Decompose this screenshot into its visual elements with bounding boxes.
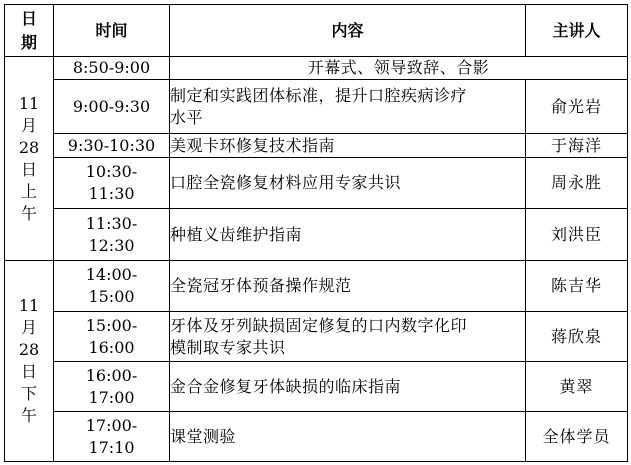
date-line: 日 bbox=[20, 159, 37, 179]
content-cell: 金合金修复牙体缺损的临床指南 bbox=[170, 362, 526, 412]
header-content: 内容 bbox=[170, 5, 526, 57]
header-row bbox=[5, 5, 628, 57]
content-cell: 口腔全瓷修复材料应用专家共识 bbox=[170, 158, 526, 209]
table-row bbox=[5, 158, 628, 209]
time-line: 12:30 bbox=[88, 235, 135, 255]
time-line: 17:10 bbox=[88, 437, 135, 457]
speaker-cell: 于海洋 bbox=[526, 134, 628, 158]
time-line: 11:30- bbox=[85, 213, 138, 233]
speaker-cell: 刘洪臣 bbox=[526, 209, 628, 261]
content-line: 模制取专家共识 bbox=[170, 337, 286, 357]
time-line: 16:00- bbox=[85, 365, 138, 385]
time-cell: 8:50-9:00 bbox=[54, 57, 170, 80]
content-cell bbox=[170, 312, 526, 362]
time-cell: 9:00-9:30 bbox=[54, 80, 170, 134]
time-cell: 9:30-10:30 bbox=[54, 134, 170, 158]
date-line: 午 bbox=[20, 203, 37, 223]
header-date-char-2: 期 bbox=[20, 32, 37, 52]
date-line: 28 bbox=[18, 137, 40, 157]
header-time: 时间 bbox=[54, 5, 170, 57]
date-line: 11 bbox=[18, 93, 40, 113]
table-row bbox=[5, 261, 628, 312]
content-cell: 全瓷冠牙体预备操作规范 bbox=[170, 261, 526, 312]
date-line: 11 bbox=[18, 296, 40, 315]
speaker-cell: 黄翠 bbox=[526, 362, 628, 412]
date-line: 28 bbox=[18, 340, 40, 359]
time-line: 14:00- bbox=[85, 265, 138, 284]
content-line: 牙体及牙列缺损固定修复的口内数字化印 bbox=[170, 315, 468, 335]
header-date-char-1: 日 bbox=[20, 8, 37, 28]
time-line: 10:30- bbox=[85, 162, 138, 181]
time-line: 11:30 bbox=[88, 184, 135, 203]
content-cell bbox=[170, 80, 526, 134]
time-cell bbox=[54, 362, 170, 412]
schedule-table bbox=[4, 4, 628, 462]
speaker-cell: 俞光岩 bbox=[526, 80, 628, 134]
table-row bbox=[5, 209, 628, 261]
time-cell bbox=[54, 209, 170, 261]
speaker-cell: 陈吉华 bbox=[526, 261, 628, 312]
date-line: 下 bbox=[20, 384, 37, 403]
content-line: 制定和实践团体标准，提升口腔疾病诊疗 bbox=[170, 85, 468, 105]
time-line: 17:00- bbox=[85, 415, 138, 435]
content-cell: 种植义齿维护指南 bbox=[170, 209, 526, 261]
date-line: 午 bbox=[20, 406, 37, 425]
time-cell bbox=[54, 312, 170, 362]
time-cell bbox=[54, 158, 170, 209]
date-line: 日 bbox=[20, 362, 37, 381]
speaker-cell: 周永胜 bbox=[526, 158, 628, 209]
time-line: 16:00 bbox=[88, 337, 135, 357]
table-row bbox=[5, 412, 628, 462]
time-cell bbox=[54, 412, 170, 462]
date-morning bbox=[5, 57, 54, 261]
time-line: 15:00- bbox=[85, 315, 138, 335]
content-cell: 美观卡环修复技术指南 bbox=[170, 134, 526, 158]
time-line: 15:00 bbox=[88, 287, 135, 306]
table-row bbox=[5, 134, 628, 158]
speaker-cell: 蒋欣泉 bbox=[526, 312, 628, 362]
content-cell: 开幕式、领导致辞、合影 bbox=[170, 57, 628, 80]
time-line: 17:00 bbox=[88, 387, 135, 407]
date-line: 月 bbox=[20, 115, 37, 135]
header-speaker: 主讲人 bbox=[526, 5, 628, 57]
header-date bbox=[5, 5, 54, 57]
table-row bbox=[5, 57, 628, 80]
table-row bbox=[5, 312, 628, 362]
content-line: 水平 bbox=[170, 107, 204, 127]
date-line: 月 bbox=[20, 318, 37, 337]
time-cell bbox=[54, 261, 170, 312]
date-line: 上 bbox=[20, 181, 37, 201]
speaker-cell: 全体学员 bbox=[526, 412, 628, 462]
date-afternoon bbox=[5, 261, 54, 462]
content-cell: 课堂测验 bbox=[170, 412, 526, 462]
table-row bbox=[5, 80, 628, 134]
table-row bbox=[5, 362, 628, 412]
